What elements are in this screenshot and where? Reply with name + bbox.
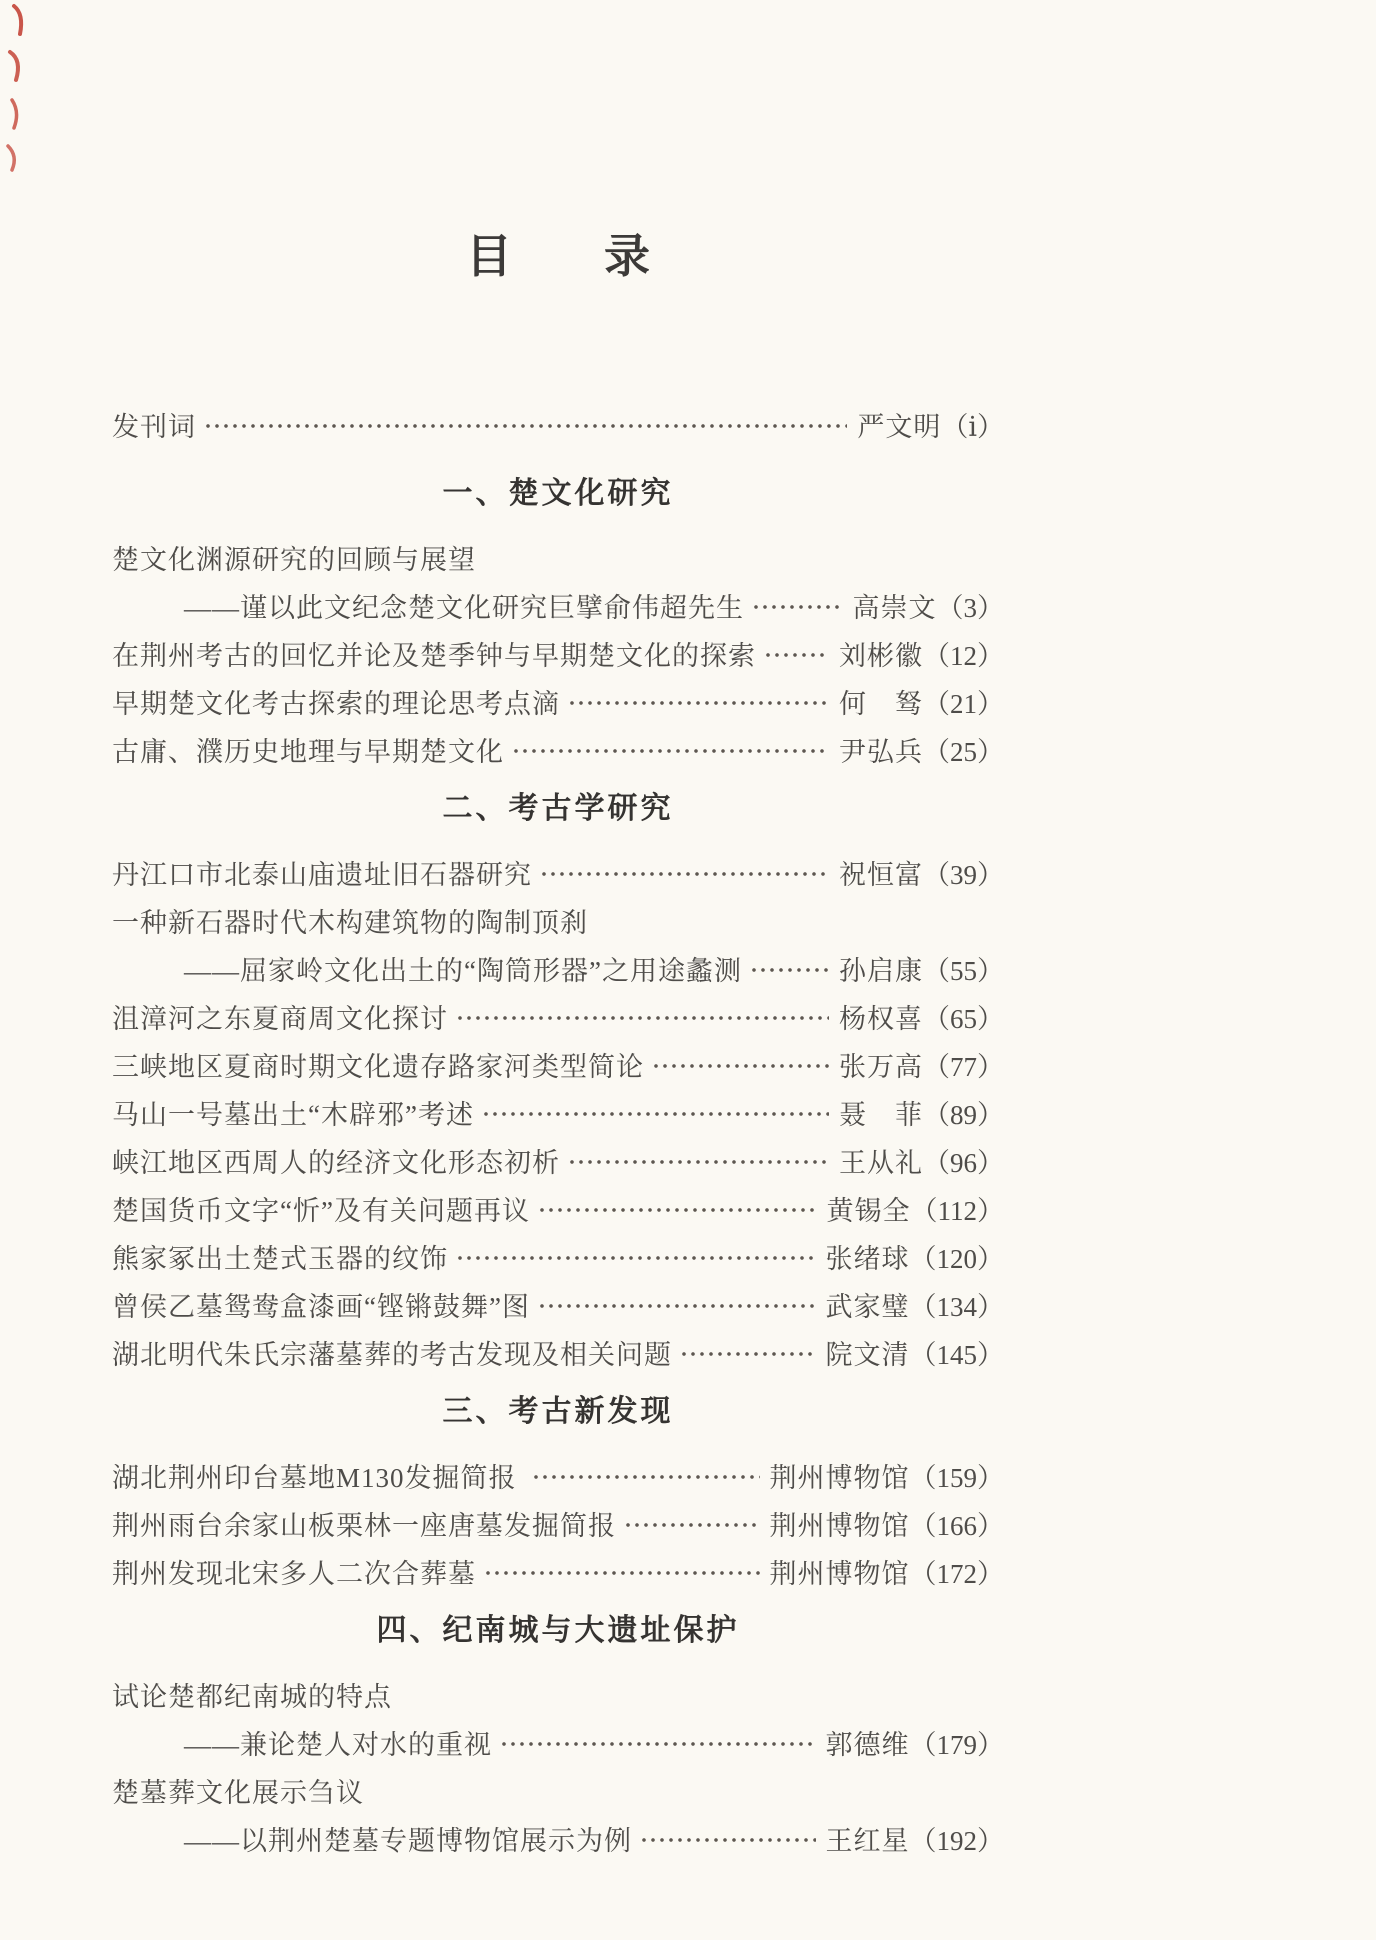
entry-page-number: （120） [909, 1243, 1004, 1274]
dot-leader [652, 1061, 829, 1071]
toc-entry-row [112, 1814, 1004, 1862]
entry-author: 院文清 [825, 1339, 910, 1370]
entry-page-number: （172） [909, 1558, 1004, 1589]
dot-leader [456, 1013, 829, 1023]
toc-entry-row [112, 1499, 1004, 1547]
section-heading: 一、楚文化研究 [442, 477, 674, 510]
toc-entry-row [112, 1184, 1004, 1232]
entry-title: 试论楚都纪南城的特点 [112, 1681, 392, 1712]
toc-entry-row [112, 1280, 1004, 1328]
entry-page-number: （39） [923, 859, 1004, 890]
entry-author: 孙启康 [839, 955, 923, 986]
entry-page-number: （89） [923, 1099, 1004, 1130]
entry-page-number: （179） [909, 1729, 1004, 1760]
dot-leader [752, 602, 843, 612]
entry-title: 沮漳河之东夏商周文化探讨 [112, 1003, 448, 1034]
toc-entry-row [112, 629, 1004, 677]
entry-page-number: （159） [909, 1462, 1004, 1493]
dot-leader [538, 1205, 817, 1215]
dot-leader [482, 1109, 829, 1119]
dot-leader [456, 1253, 816, 1263]
entry-title: 熊家冢出土楚式玉器的纹饰 [112, 1243, 448, 1274]
toc-entry-row [112, 1766, 1004, 1814]
entry-author: 尹弘兵 [839, 736, 923, 767]
entry-title: 峡江地区西周人的经济文化形态初析 [112, 1147, 560, 1178]
entry-title: 楚文化渊源研究的回顾与展望 [112, 544, 476, 575]
red-pen-edge-marks [0, 0, 60, 200]
dot-leader [568, 1157, 829, 1167]
toc-entry-row [112, 1547, 1004, 1595]
entry-author: 刘彬徽 [839, 640, 923, 671]
toc-entry-row [112, 1670, 1004, 1718]
entry-page-number: （134） [909, 1291, 1004, 1322]
entry-page-number: （ⅰ） [941, 411, 1004, 442]
entry-author: 荆州博物馆 [769, 1558, 910, 1589]
toc-entry-row [112, 533, 1004, 581]
dot-leader [538, 1301, 816, 1311]
dot-leader [484, 1568, 760, 1578]
entry-title: 楚墓葬文化展示刍议 [112, 1777, 364, 1808]
entry-title: 湖北荆州印台墓地M130发掘简报 [112, 1462, 525, 1493]
toc [112, 400, 1004, 1862]
dot-leader [512, 746, 829, 756]
entry-author: 荆州博物馆 [769, 1462, 910, 1493]
entry-page-number: （3） [936, 592, 1004, 623]
entry-page-number: （55） [923, 955, 1004, 986]
entry-author: 武家璧 [825, 1291, 910, 1322]
toc-entry-row [112, 1328, 1004, 1376]
dot-leader [500, 1739, 816, 1749]
dot-leader [568, 698, 829, 708]
entry-author: 杨权喜 [839, 1003, 923, 1034]
entry-page-number: （65） [923, 1003, 1004, 1034]
entry-title: 曾侯乙墓鸳鸯盒漆画“铿锵鼓舞”图 [112, 1291, 530, 1322]
section-heading: 三、考古新发现 [442, 1395, 674, 1428]
toc-entry-row [112, 677, 1004, 725]
entry-title: 楚国货币文字“忻”及有关问题再议 [112, 1195, 530, 1226]
toc-entry-row [112, 1232, 1004, 1280]
entry-author: 黄锡全 [826, 1195, 911, 1226]
toc-entry-row [112, 896, 1004, 944]
entry-title: 丹江口市北泰山庙遗址旧石器研究 [112, 859, 532, 890]
toc-entry-row [112, 992, 1004, 1040]
toc-entry-row [112, 1136, 1004, 1184]
entry-page-number: （12） [923, 640, 1004, 671]
entry-page-number: （166） [909, 1510, 1004, 1541]
dot-leader [204, 421, 847, 431]
toc-entry-row [112, 1718, 1004, 1766]
entry-page-number: （112） [910, 1195, 1004, 1226]
entry-title: ——兼论楚人对水的重视 [184, 1729, 492, 1760]
entry-page-number: （145） [909, 1339, 1004, 1370]
entry-title: 在荆州考古的回忆并论及楚季钟与早期楚文化的探索 [112, 640, 756, 671]
entry-author: 王红星 [825, 1825, 910, 1856]
toc-entry-row [112, 1088, 1004, 1136]
entry-author: 何 驽 [839, 688, 923, 719]
toc-entry-row [112, 944, 1004, 992]
entry-title: ——以荆州楚墓专题博物馆展示为例 [184, 1825, 632, 1856]
page-title: 目 录 [466, 231, 650, 282]
toc-entry-row [112, 400, 1004, 448]
entry-title: 一种新石器时代木构建筑物的陶制顶刹 [112, 907, 588, 938]
entry-title: 荆州发现北宋多人二次合葬墓 [112, 1558, 476, 1589]
entry-author: 高崇文 [852, 592, 937, 623]
entry-page-number: （21） [923, 688, 1004, 719]
entry-author: 严文明 [857, 411, 942, 442]
dot-leader [750, 965, 829, 975]
dot-leader [680, 1349, 816, 1359]
entry-title: 荆州雨台余家山板栗林一座唐墓发掘简报 [112, 1510, 616, 1541]
entry-title: ——谨以此文纪念楚文化研究巨擘俞伟超先生 [184, 592, 744, 623]
entry-author: 张绪球 [825, 1243, 910, 1274]
toc-entry-row [112, 848, 1004, 896]
toc-entry-row [112, 581, 1004, 629]
entry-title: 发刊词 [112, 411, 196, 442]
dot-leader [764, 650, 829, 660]
entry-title: 古庸、濮历史地理与早期楚文化 [112, 736, 504, 767]
entry-title: 马山一号墓出土“木辟邪”考述 [112, 1099, 474, 1130]
entry-author: 祝恒富 [839, 859, 923, 890]
section-heading: 二、考古学研究 [442, 792, 674, 825]
dot-leader [532, 1472, 759, 1482]
toc-entry-row [112, 725, 1004, 773]
entry-page-number: （25） [923, 736, 1004, 767]
entry-author: 张万高 [839, 1051, 923, 1082]
entry-author: 聂 菲 [839, 1099, 923, 1130]
entry-title: ——屈家岭文化出土的“陶筒形器”之用途蠡测 [184, 955, 742, 986]
entry-page-number: （96） [923, 1147, 1004, 1178]
entry-title: 湖北明代朱氏宗藩墓葬的考古发现及相关问题 [112, 1339, 672, 1370]
toc-entry-row [112, 1451, 1004, 1499]
entry-author: 王从礼 [839, 1147, 923, 1178]
entry-author: 荆州博物馆 [769, 1510, 910, 1541]
toc-entry-row [112, 1040, 1004, 1088]
toc-content [112, 222, 1004, 1862]
dot-leader [640, 1835, 816, 1845]
section-heading: 四、纪南城与大遗址保护 [376, 1614, 740, 1647]
entry-page-number: （77） [923, 1051, 1004, 1082]
entry-title: 三峡地区夏商时期文化遗存路家河类型简论 [112, 1051, 644, 1082]
entry-author: 郭德维 [825, 1729, 910, 1760]
entry-page-number: （192） [909, 1825, 1004, 1856]
dot-leader [624, 1520, 760, 1530]
entry-title: 早期楚文化考古探索的理论思考点滴 [112, 688, 560, 719]
dot-leader [540, 869, 829, 879]
